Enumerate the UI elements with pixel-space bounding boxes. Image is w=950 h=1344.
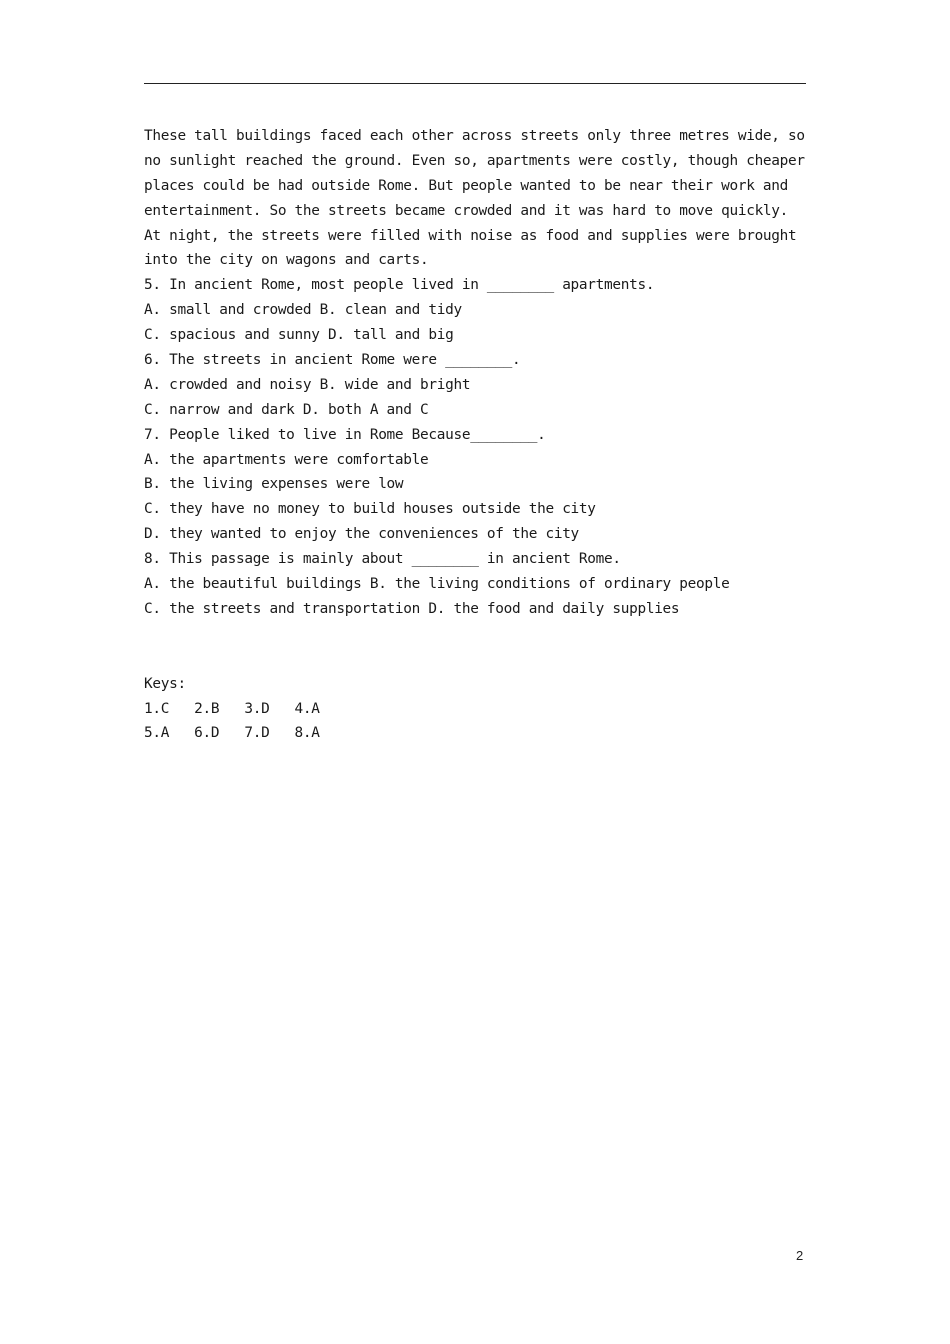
question-6-options-ab: A. crowded and noisy B. wide and bright [144,376,471,393]
page-number: 2 [796,1248,804,1263]
question-7: 7. People liked to live in Rome Because________. [144,426,546,443]
question-7-option-c: C. they have no money to build houses outside the city [144,501,596,518]
question-5-options-ab: A. small and crowded B. clean and tidy [144,302,462,319]
document-body [144,124,814,746]
passage-line: At night, the streets were filled with noise as food and supplies were brought [144,227,797,244]
passage-line: These tall buildings faced each other across streets only three metres wide, so [144,128,805,144]
passage [144,124,814,273]
question-5: 5. In ancient Rome, most people lived in ________ apartments. [144,277,655,294]
keys-row: 1.C 2.B 3.D 4.A [144,700,320,717]
answer-keys [144,672,814,747]
question-7-option-a: A. the apartments were comfortable [144,451,429,468]
passage-line: no sunlight reached the ground. Even so, apartments were costly, though cheaper [144,152,805,169]
question-8-options-cd: C. the streets and transportation D. the food and daily supplies [144,600,680,617]
passage-line: into the city on wagons and carts. [144,252,429,269]
question-7-option-b: B. the living expenses were low [144,476,404,493]
section-spacer [144,622,814,672]
question-7-option-d: D. they wanted to enjoy the conveniences of the city [144,526,579,543]
passage-line: entertainment. So the streets became crowded and it was hard to move quickly. [144,202,789,219]
question-8: 8. This passage is mainly about ________ in ancient Rome. [144,551,621,568]
keys-title: Keys: [144,675,186,692]
question-6-options-cd: C. narrow and dark D. both A and C [144,401,429,418]
keys-row: 5.A 6.D 7.D 8.A [144,725,320,742]
question-5-options-cd: C. spacious and sunny D. tall and big [144,327,454,344]
questions [144,273,814,621]
question-8-options-ab: A. the beautiful buildings B. the living conditions of ordinary people [144,576,730,593]
passage-line: places could be had outside Rome. But people wanted to be near their work and [144,177,789,194]
question-6: 6. The streets in ancient Rome were ________. [144,352,521,369]
header-rule [144,83,806,84]
